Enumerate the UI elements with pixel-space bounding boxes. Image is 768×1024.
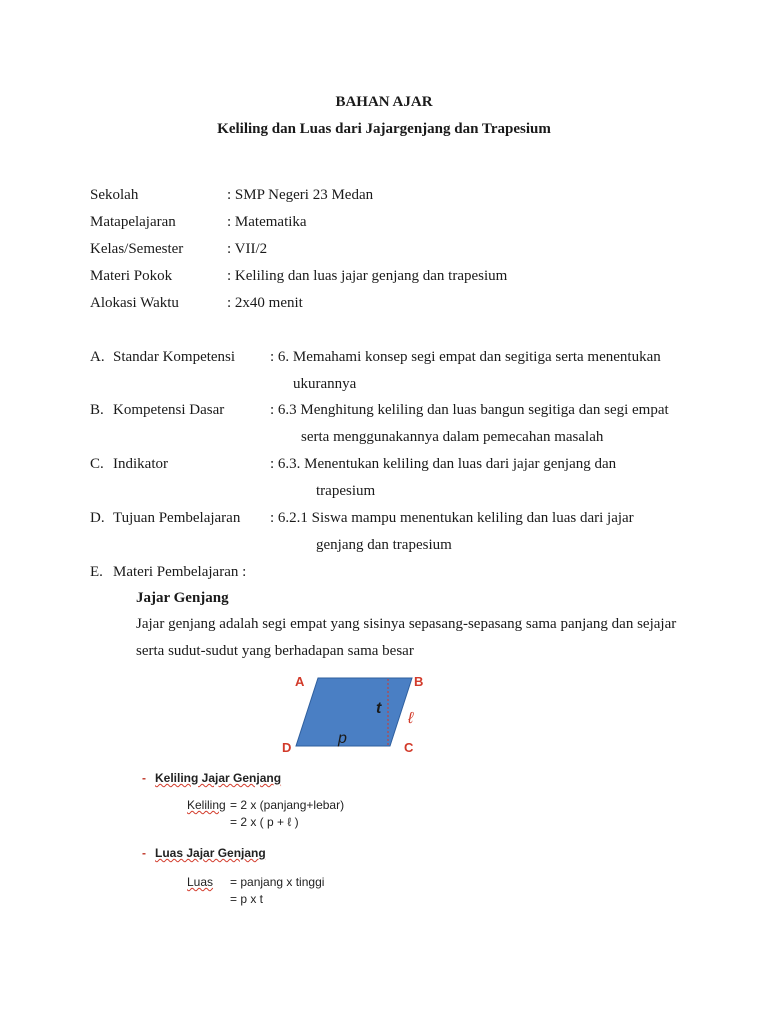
- vertex-c-label: C: [404, 740, 414, 755]
- height-t-label: t: [376, 700, 382, 717]
- section-label-e: Materi Pembelajaran :: [113, 564, 247, 580]
- document-subtitle: Keliling dan Luas dari Jajargenjang dan Trapesium: [217, 121, 551, 137]
- luas-equation-2: = p x t: [230, 892, 264, 906]
- base-p-label: p: [338, 730, 347, 747]
- keliling-equation-1: = 2 x (panjang+lebar): [230, 798, 345, 812]
- keliling-bullet: -: [142, 771, 146, 785]
- vertex-b-label: B: [414, 674, 424, 689]
- vertex-a-label: A: [295, 674, 305, 689]
- identity-label-topic: Materi Pokok: [90, 268, 173, 284]
- side-l-label: ℓ: [408, 710, 414, 727]
- parallelogram-diagram: [280, 668, 430, 763]
- section-text-d-line2: genjang dan trapesium: [316, 537, 452, 553]
- section-letter-c: C.: [90, 456, 104, 472]
- section-letter-d: D.: [90, 510, 105, 526]
- section-text-b-line1: : 6.3 Menghitung keliling dan luas bangun segitiga dan segi empat: [270, 402, 669, 418]
- section-text-c-line1: : 6.3. Menentukan keliling dan luas dari jajar genjang dan: [270, 456, 617, 472]
- keliling-equation-2: = 2 x ( p + ℓ ): [230, 815, 299, 829]
- luas-label: Luas: [187, 875, 214, 889]
- keliling-label: Keliling: [187, 798, 226, 812]
- section-letter-b: B.: [90, 402, 104, 418]
- materi-definition-line1: Jajar genjang adalah segi empat yang sisinya sepasang-sepasang sama panjang dan sejajar: [136, 616, 677, 632]
- section-text-b-line2: serta menggunakannya dalam pemecahan masalah: [301, 429, 604, 445]
- luas-bullet: -: [142, 846, 146, 860]
- section-text-c-line2: trapesium: [316, 483, 376, 499]
- section-letter-a: A.: [90, 349, 105, 365]
- section-label-c: Indikator: [113, 456, 168, 472]
- vertex-d-label: D: [282, 740, 292, 755]
- parallelogram-figure: [280, 668, 430, 763]
- parallelogram-shape: [296, 678, 412, 746]
- identity-label-subject: Matapelajaran: [90, 214, 176, 230]
- keliling-heading: Keliling Jajar Genjang: [155, 771, 282, 785]
- identity-label-school: Sekolah: [90, 187, 139, 203]
- section-letter-e: E.: [90, 564, 103, 580]
- identity-value-class: : VII/2: [227, 241, 268, 257]
- identity-value-time: : 2x40 menit: [227, 295, 303, 311]
- section-label-b: Kompetensi Dasar: [113, 402, 225, 418]
- section-text-a-line1: : 6. Memahami konsep segi empat dan segitiga serta menentukan: [270, 349, 661, 365]
- materi-heading: Jajar Genjang: [136, 590, 229, 606]
- identity-value-subject: : Matematika: [227, 214, 307, 230]
- document-title: BAHAN AJAR: [335, 94, 433, 110]
- identity-value-topic: : Keliling dan luas jajar genjang dan trapesium: [227, 268, 508, 284]
- section-label-a: Standar Kompetensi: [113, 349, 236, 365]
- luas-equation-1: = panjang x tinggi: [230, 875, 325, 889]
- identity-label-class: Kelas/Semester: [90, 241, 184, 257]
- section-label-d: Tujuan Pembelajaran: [113, 510, 241, 526]
- section-text-d-line1: : 6.2.1 Siswa mampu menentukan keliling dan luas dari jajar: [270, 510, 634, 526]
- luas-heading: Luas Jajar Genjang: [155, 846, 266, 860]
- identity-label-time: Alokasi Waktu: [90, 295, 179, 311]
- identity-value-school: : SMP Negeri 23 Medan: [227, 187, 374, 203]
- materi-definition-line2: serta sudut-sudut yang berhadapan sama besar: [136, 643, 414, 659]
- section-text-a-line2: ukurannya: [293, 376, 357, 392]
